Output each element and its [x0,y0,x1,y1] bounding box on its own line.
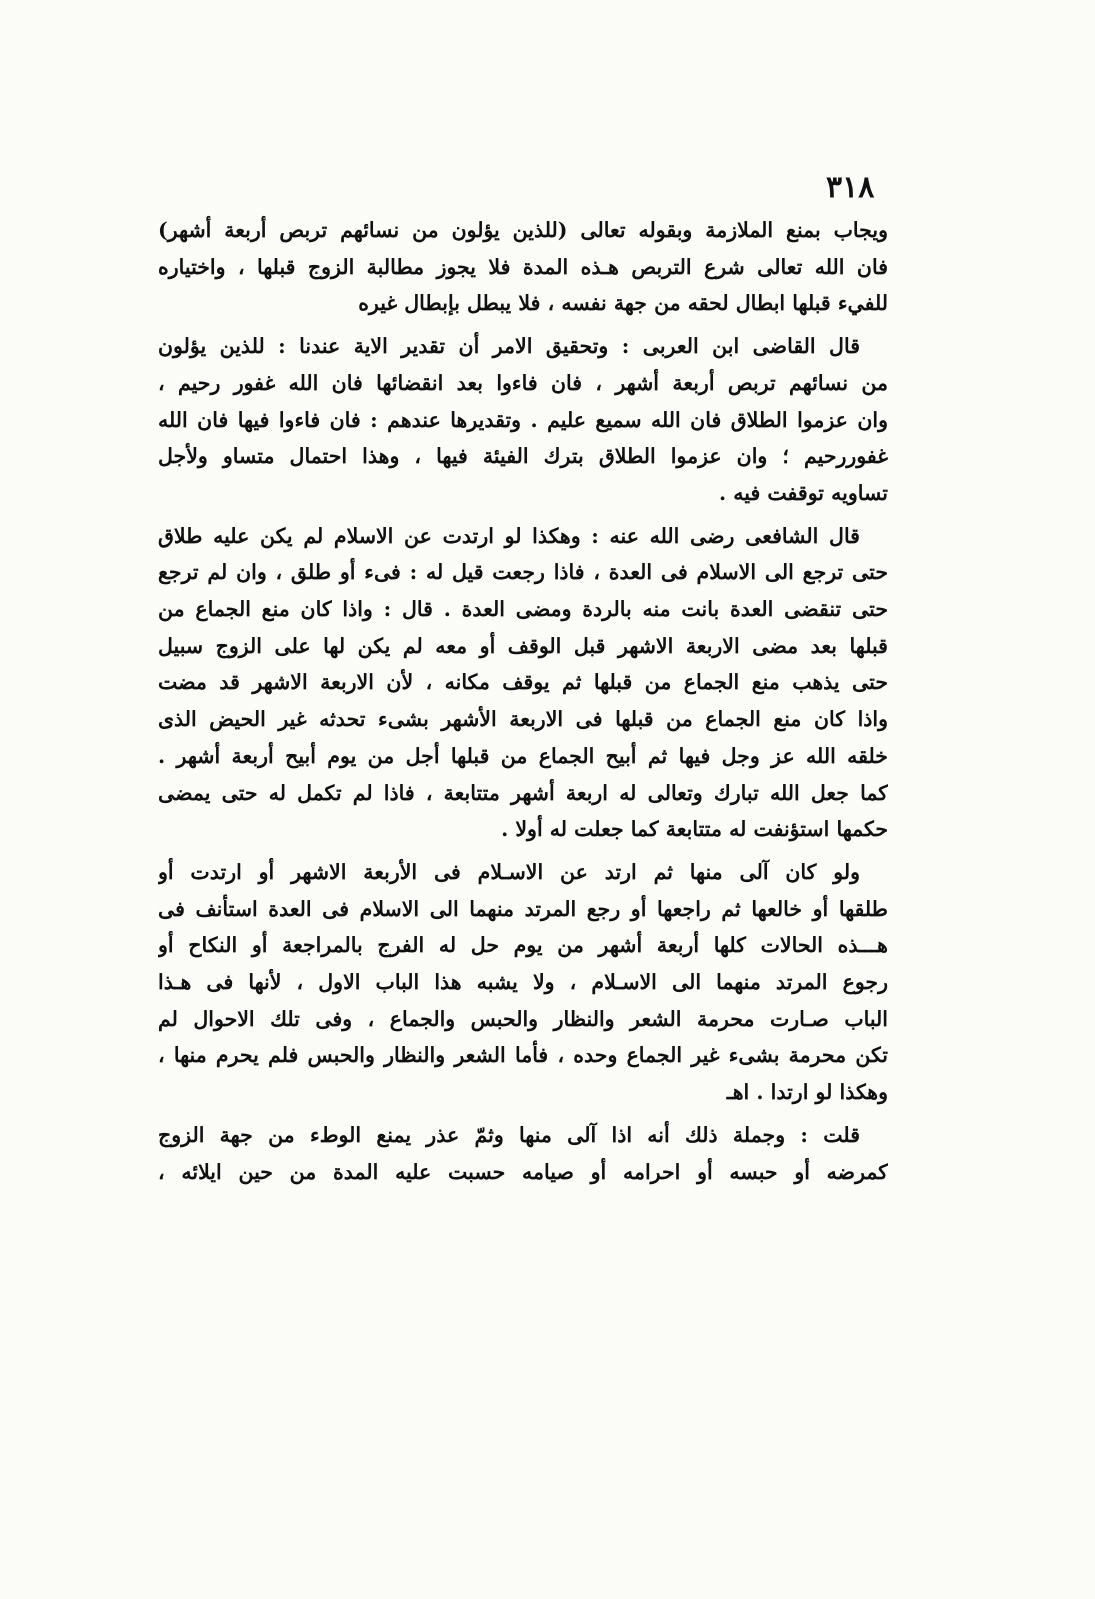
text-line: وهكذا لو ارتدا . اهـ [726,1080,888,1105]
text-line: ولو كان آلى منها ثم ارتد عن الاسـلام فى الأربعة الاشهر أو ارتدت أو [158,859,860,884]
text-line: واذا كان منع الجماع من قبلها فى الاربعة الأشهر بشىء تحدثه غير الحيض الذى [158,707,888,732]
text-line: كما جعل الله تبارك وتعالى له اربعة أشهر متتابعة ، فاذا لم تكمل له حتى يمضى [158,780,888,805]
text-line: وان عزموا الطلاق فان الله سميع عليم . وتقديرها عندهم : فان فاءوا فيها فان الله [158,407,888,432]
text-line: قال القاضى ابن العربى : وتحقيق الامر أن تقدير الاية عندنا : للذين يؤلون [158,334,860,359]
paragraph-4 [158,854,888,1111]
text-line: قال الشافعى رضى الله عنه : وهكذا لو ارتدت عن الاسلام لم يكن عليه طلاق [158,523,860,548]
text-line: غفوررحيم ؛ وان عزموا الطلاق بترك الفيئة فيها ، وهذا احتمال متساو ولأجل [158,444,888,469]
text-line: الباب صـارت محرمة الشعر والنظار والحبس والجماع ، وفى تلك الاحوال لم [158,1006,888,1031]
text-line: تكن محرمة بشىء غير الجماع وحده ، فأما الشعر والنظار والحبس فلم يحرم منها ، [158,1043,888,1068]
text-line: كمرضه أو حبسه أو احرامه أو صيامه حسبت عليه المدة من حين ايلائه ، [158,1159,888,1184]
page-number: ٣١٨ [826,170,875,205]
text-line: للفيء قبلها ابطال لحقه من جهة نفسه ، فلا يبطل بإبطال غيره [358,291,888,316]
text-line: قلت : وجملة ذلك أنه اذا آلى منها وثمّ عذر يمنع الوطء من جهة الزوج [158,1122,860,1147]
text-line: تساويه توقفت فيه . [719,480,888,505]
text-line: حتى ترجع الى الاسلام فى العدة ، فاذا رجعت قيل له : فىء أو طلق ، وان لم ترجع [158,560,888,585]
text-line: طلقها أو خالعها ثم راجعها أو رجع المرتد منهما الى الاسلام فى العدة استأنف فى [158,896,888,921]
text-line: حتى تنقضى العدة بانت منه بالردة ومضى العدة . قال : واذا كان منع الجماع من [158,597,888,622]
text-line: خلقه الله عز وجل فيها ثم أبيح الجماع من قبلها أجل من يوم أبيح أربعة أشهر . [158,743,888,768]
text-line: حتى يذهب منع الجماع من قبلها ثم يوقف مكانه ، لأن الاربعة الاشهر قد مضت [158,670,888,695]
text-line: ويجاب بمنع الملازمة وبقوله تعالى (للذين يؤلون من نسائهم تربص أربعة أشهر) [158,218,888,242]
paragraph-2 [158,328,888,512]
paragraph-5 [158,1117,888,1190]
text-line: رجوع المرتد منهما الى الاسـلام ، ولا يشبه هذا الباب الاول ، لأنها فى هـذا [158,970,888,995]
text-line: حكمها استؤنفت له متتابعة كما جعلت له أولا . [501,817,888,842]
paragraph-3 [158,518,888,848]
text-line: فان الله تعالى شرع التربص هـذه المدة فلا يجوز مطالبة الزوج قبلها ، واختياره [158,254,888,279]
text-line: هـــذه الحالات كلها أربعة أشهر من يوم حل له الفرج بالمراجعة أو النكاح أو [158,933,888,958]
text-line: قبلها بعد مضى الاربعة الاشهر قبل الوقف أو معه لم يكن لها على الزوج سبيل [158,633,888,658]
text-line: من نسائهم تربص أربعة أشهر ، فان فاءوا بعد انقضائها فان الله غفور رحيم ، [158,370,888,395]
body-text [158,212,888,1190]
paragraph-1 [158,212,888,322]
